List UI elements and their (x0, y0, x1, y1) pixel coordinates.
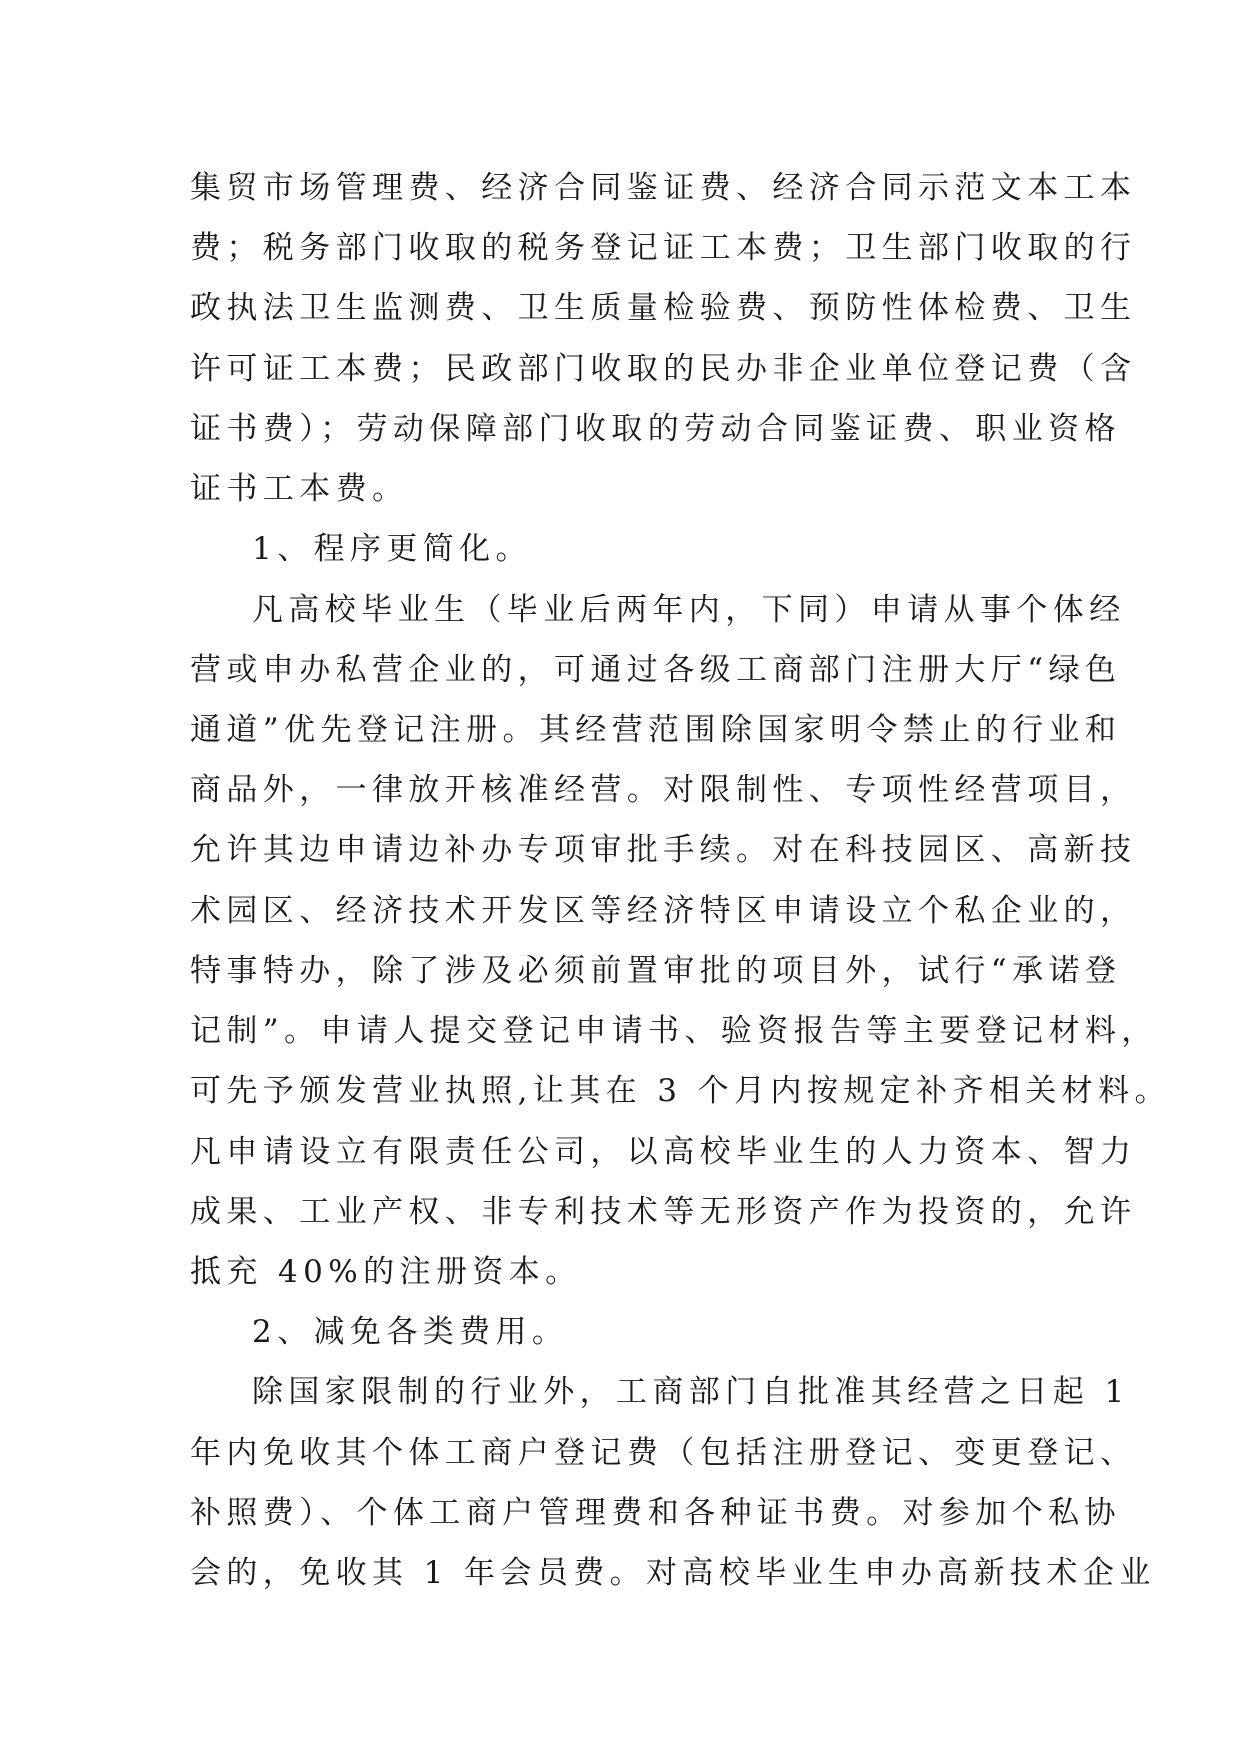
text-line: 特事特办，除了涉及必须前置审批的项目外，试行“承诺登 (190, 953, 1122, 989)
text-line: 通道”优先登记注册。其经营范围除国家明令禁止的行业和 (190, 712, 1122, 748)
text-line: 成果、工业产权、非专利技术等无形资产作为投资的，允许 (190, 1194, 1137, 1230)
text-line: 费；税务部门收取的税务登记证工本费；卫生部门收取的行 (190, 230, 1137, 266)
text-line: 证书费）；劳动保障部门收取的劳动合同鉴证费、职业资格 (190, 411, 1121, 447)
text-line: 记制”。申请人提交登记申请书、验资报告等主要登记材料， (190, 1013, 1158, 1049)
text-line: 营或申办私营企业的，可通过各级工商部门注册大厅“绿色 (190, 652, 1122, 688)
text-line: 许可证工本费；民政部门收取的民办非企业单位登记费（含 (190, 351, 1137, 387)
text-line: 年内免收其个体工商户登记费（包括注册登记、变更登记、 (190, 1435, 1137, 1471)
text-line: 补照费）、个体工商户管理费和各种证书费。对参加个私协 (190, 1495, 1121, 1531)
text-line: 集贸市场管理费、经济合同鉴证费、经济合同示范文本工本 (190, 170, 1137, 206)
text-line: 可先予颁发营业执照,让其在 3 个月内按规定补齐相关材料。 (190, 1073, 1171, 1109)
text-line: 政执法卫生监测费、卫生质量检验费、预防性体检费、卫生 (190, 290, 1137, 326)
text-line: 凡申请设立有限责任公司，以高校毕业生的人力资本、智力 (190, 1134, 1137, 1170)
text-line: 除国家限制的行业外，工商部门自批准其经营之日起 1 (252, 1374, 1130, 1410)
text-line: 抵充 40%的注册资本。 (190, 1254, 582, 1290)
text-line: 术园区、经济技术开发区等经济特区申请设立个私企业的， (190, 893, 1137, 929)
section-heading: 1、程序更简化。 (252, 531, 532, 567)
text-line: 允许其边申请边补办专项审批手续。对在科技园区、高新技 (190, 832, 1137, 868)
text-line: 会的，免收其 1 年会员费。对高校毕业生申办高新技术企业 (190, 1555, 1156, 1591)
text-line: 证书工本费。 (190, 471, 409, 507)
text-line: 商品外，一律放开核准经营。对限制性、专项性经营项目， (190, 772, 1137, 808)
section-heading: 2、减免各类费用。 (252, 1314, 569, 1350)
text-line: 凡高校毕业生（毕业后两年内，下同）申请从事个体经 (252, 592, 1126, 628)
